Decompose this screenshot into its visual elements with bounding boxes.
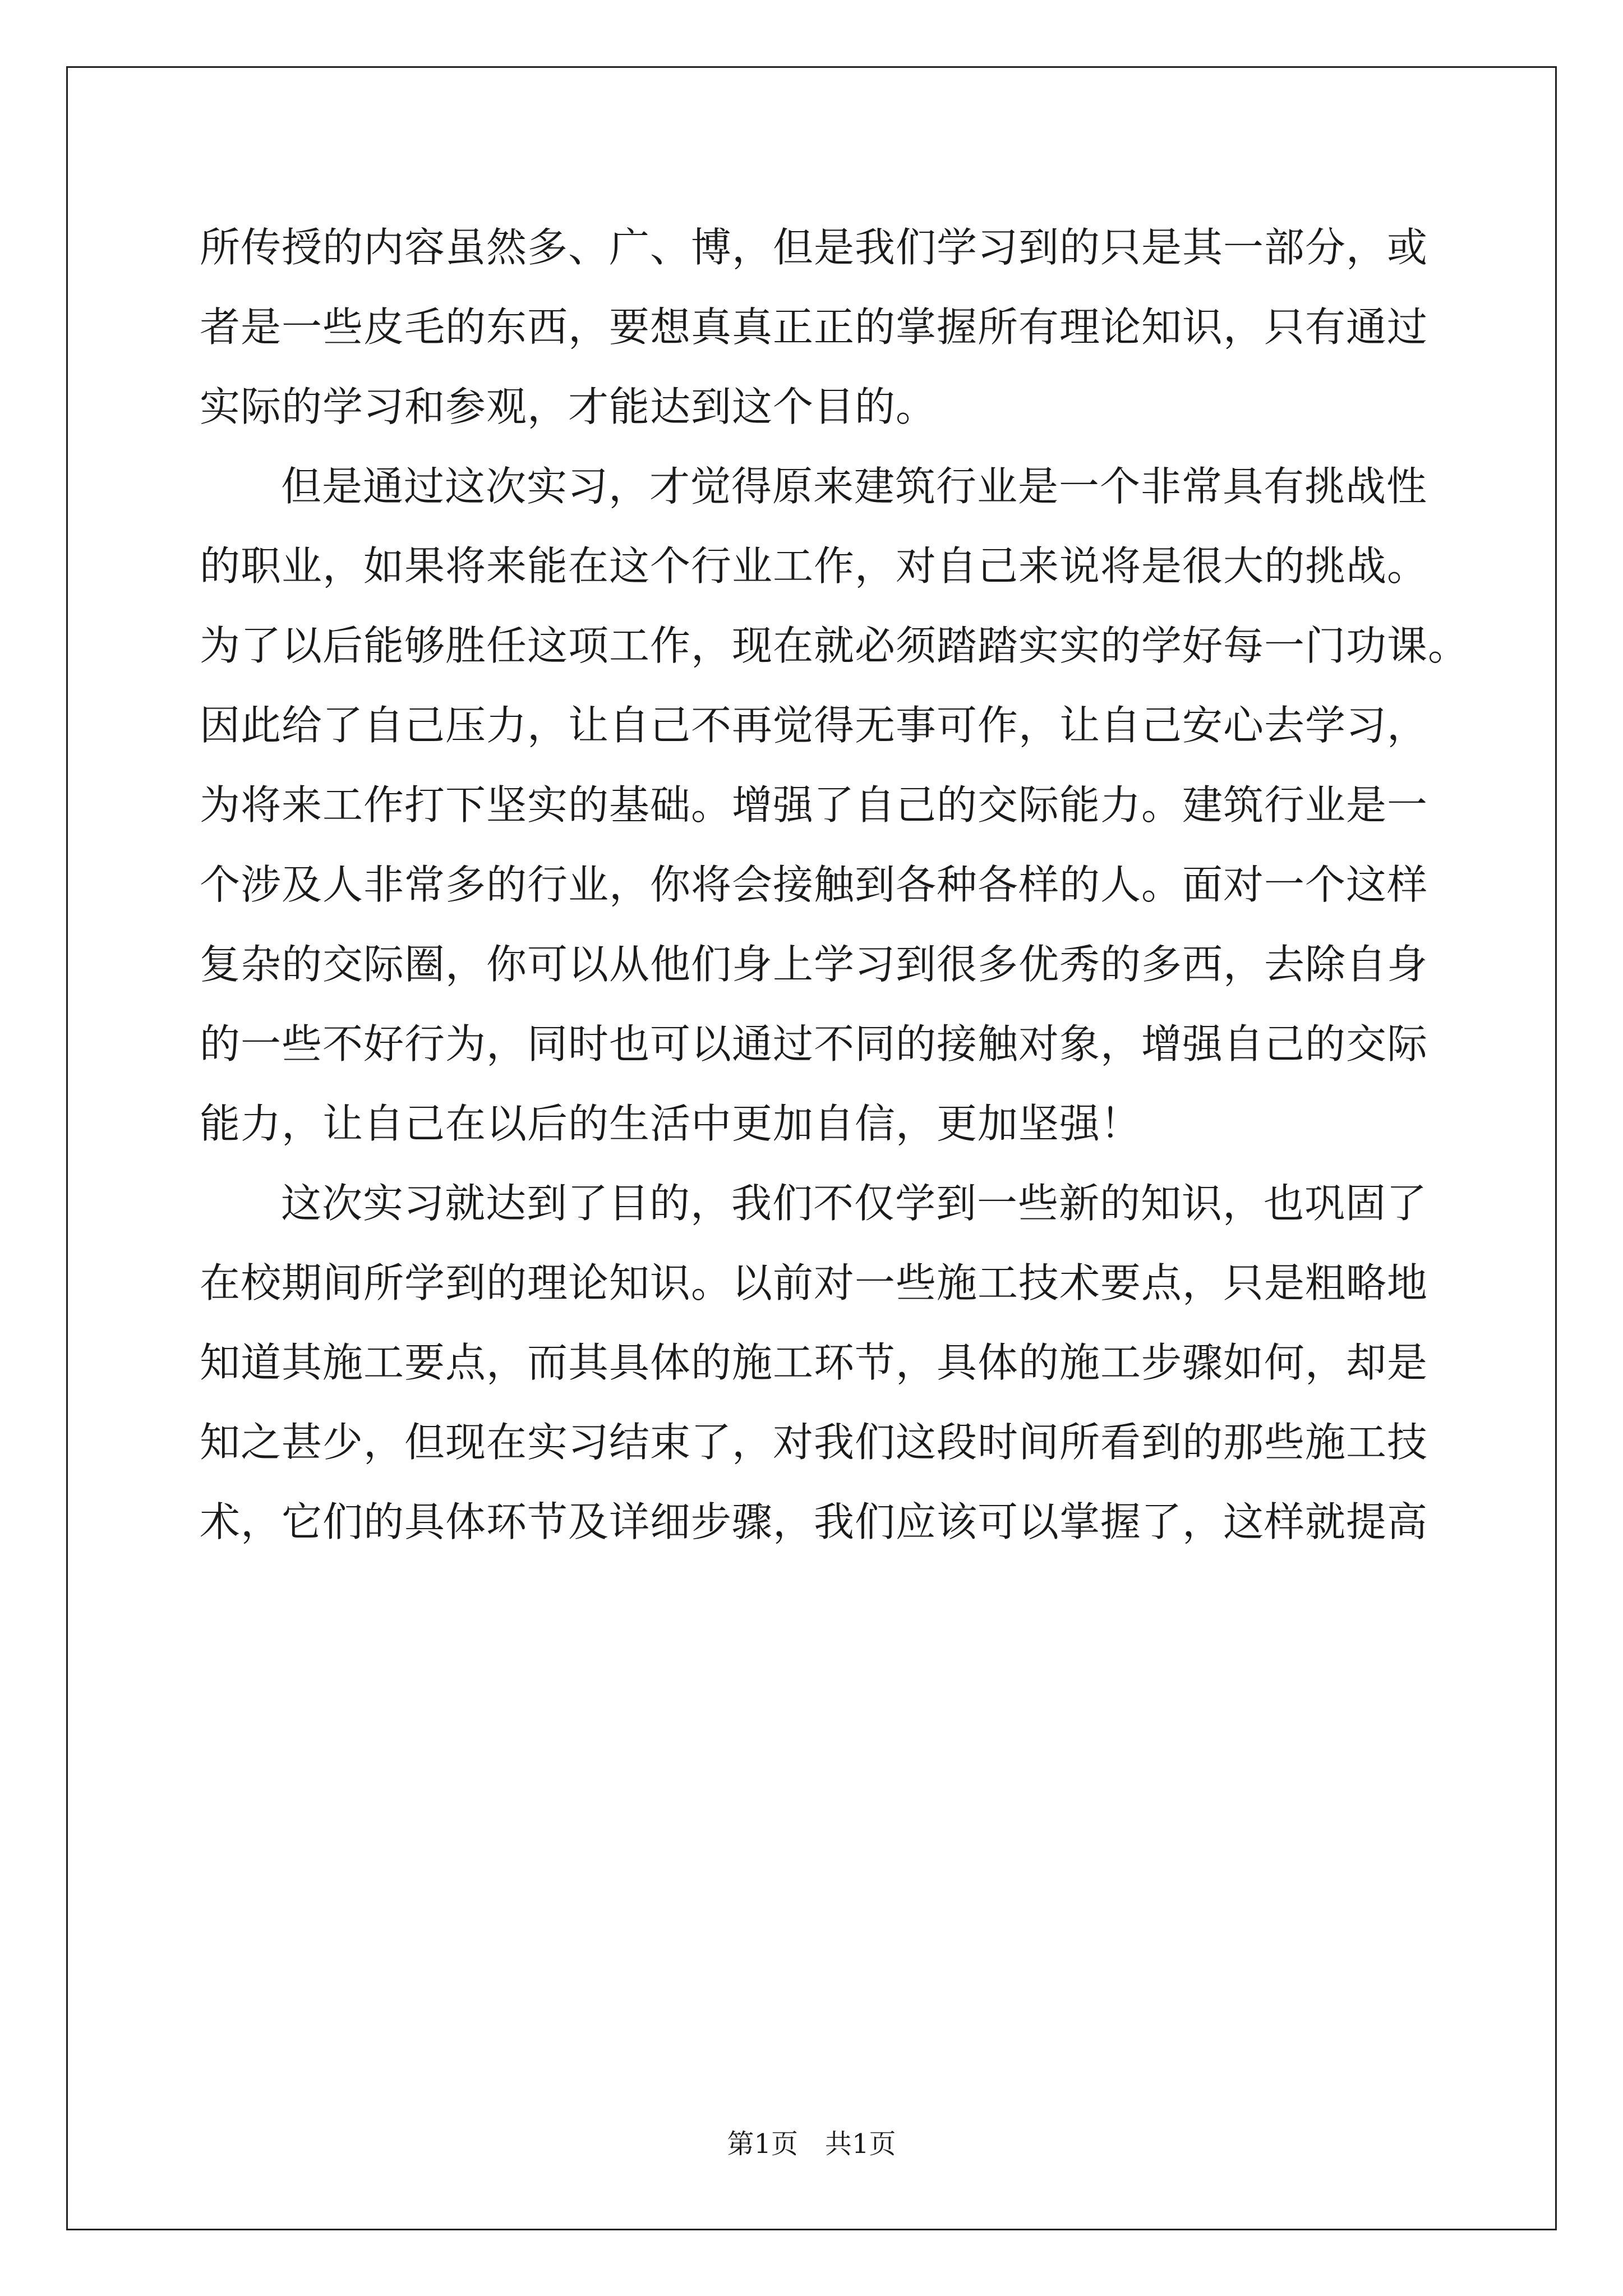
- text-line: 知之甚少，但现在实习结束了，对我们这段时间所看到的那些施工技: [200, 1419, 1428, 1466]
- text-line: 知道其施工要点，而其具体的施工环节，具体的施工步骤如何，却是: [200, 1339, 1428, 1386]
- text-line: 的一些不好行为，同时也可以通过不同的接触对象，增强自己的交际: [200, 1020, 1428, 1068]
- paragraph-start-line: 这次实习就达到了目的，我们不仅学到一些新的知识，也巩固了: [281, 1180, 1428, 1227]
- text-line: 在校期间所学到的理论知识。以前对一些施工技术要点，只是粗略地: [200, 1259, 1428, 1306]
- text-line: 复杂的交际圈，你可以从他们身上学习到很多优秀的多西，去除自身: [200, 941, 1428, 988]
- text-line: 术，它们的具体环节及详细步骤，我们应该可以掌握了，这样就提高: [200, 1498, 1428, 1545]
- text-line: 所传授的内容虽然多、广、博，但是我们学习到的只是其一部分，或: [200, 224, 1428, 271]
- page-number-footer: 第1页 共1页: [727, 2128, 896, 2160]
- text-line: 的职业，如果将来能在这个行业工作，对自己来说将是很大的挑战。: [200, 542, 1428, 590]
- text-line: 为了以后能够胜任这项工作，现在就必须踏踏实实的学好每一门功课。: [200, 622, 1469, 669]
- text-line: 者是一些皮毛的东西，要想真真正正的掌握所有理论知识，只有通过: [200, 303, 1428, 351]
- text-line: 因此给了自己压力，让自己不再觉得无事可作，让自己安心去学习，: [200, 702, 1428, 749]
- text-line: 实际的学习和参观，才能达到这个目的。: [200, 383, 937, 430]
- text-line: 个涉及人非常多的行业，你将会接触到各种各样的人。面对一个这样: [200, 861, 1428, 908]
- document-body: [200, 208, 1469, 1562]
- text-line: 能力，让自己在以后的生活中更加自信，更加坚强！: [200, 1100, 1142, 1147]
- paragraph-start-line: 但是通过这次实习，才觉得原来建筑行业是一个非常具有挑战性: [281, 463, 1428, 510]
- text-line: 为将来工作打下坚实的基础。增强了自己的交际能力。建筑行业是一: [200, 781, 1428, 829]
